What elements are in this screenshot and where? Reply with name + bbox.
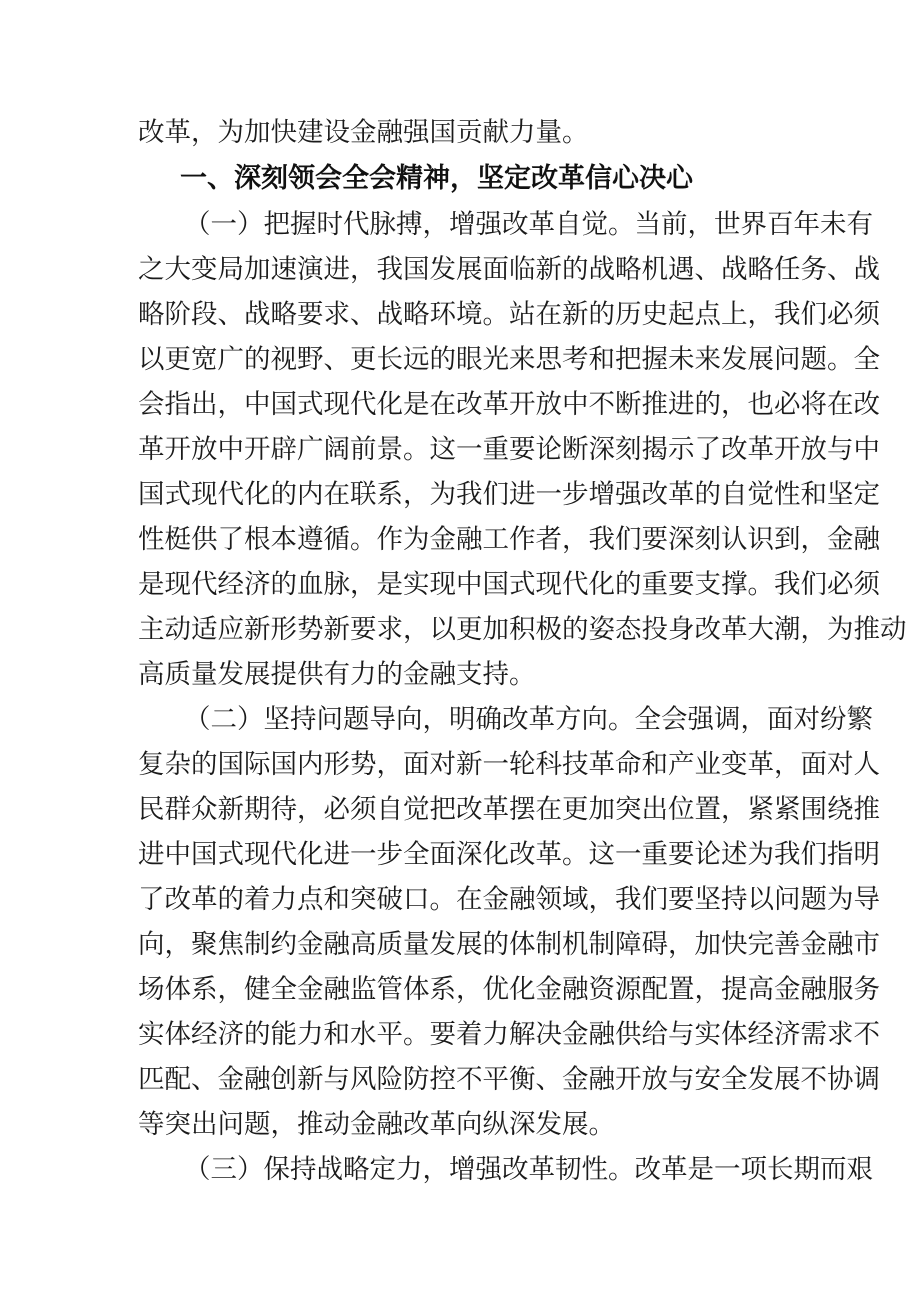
text-line: 了改革的着力点和突破口。在金融领域，我们要坚持以问题为导 (138, 884, 880, 915)
text-line: 是现代经济的血脉，是实现中国式现代化的重要支撑。我们必须 (138, 569, 880, 600)
text-line: 等突出问题，推动金融改革向纵深发展。 (138, 1109, 615, 1140)
text-line: （二）坚持问题导向，明确改革方向。全会强调，面对纷繁 (184, 704, 873, 735)
text-line: 场体系，健全金融监管体系，优化金融资源配置，提高金融服务 (138, 974, 880, 1005)
text-line: 主动适应新形势新要求，以更加积极的姿态投身改革大潮，为推动 (138, 614, 907, 645)
text-line: 向，聚焦制约金融高质量发展的体制机制障碍，加快完善金融市 (138, 929, 880, 960)
text-line: 匹配、金融创新与风险防控不平衡、金融开放与安全发展不协调 (138, 1064, 880, 1095)
text-line: 性梃供了根本遵循。作为金融工作者，我们要深刻认识到，金融 (138, 524, 880, 555)
text-line: （三）保持战略定力，增强改革韧性。改革是一项长期而艰 (184, 1154, 873, 1185)
text-line: 高质量发展提供有力的金融支持。 (138, 659, 536, 690)
text-line: 进中国式现代化进一步全面深化改革。这一重要论述为我们指明 (138, 839, 880, 870)
text-line: 略阶段、战略要求、战略环境。站在新的历史起点上，我们必须 (138, 299, 880, 330)
text-line: 实体经济的能力和水平。要着力解决金融供给与实体经济需求不 (138, 1019, 880, 1050)
text-line: 之大变局加速演进，我国发展面临新的战略机遇、战略任务、战 (138, 254, 880, 285)
text-line: 会指出，中国式现代化是在改革开放中不断推进的，也必将在改 (138, 389, 880, 420)
section-heading: 一、深刻领会全会精神，坚定改革信心决心 (180, 163, 693, 194)
text-line: 改革，为加快建设金融强国贡献力量。 (138, 117, 589, 148)
text-line: 民群众新期待，必须自觉把改革摆在更加突出位置，紧紧围绕推 (138, 794, 880, 825)
text-line: （一）把握时代脉搏，增强改革自觉。当前，世界百年未有 (184, 209, 873, 240)
text-line: 革开放中开辟广阔前景。这一重要论断深刻揭示了改革开放与中 (138, 434, 880, 465)
text-line: 国式现代化的内在联系，为我们进一步增强改革的自觉性和坚定 (138, 479, 880, 510)
text-line: 以更宽广的视野、更长远的眼光来思考和把握未来发展问题。全 (138, 344, 880, 375)
text-line: 复杂的国际国内形势，面对新一轮科技革命和产业变革，面对人 (138, 749, 880, 780)
